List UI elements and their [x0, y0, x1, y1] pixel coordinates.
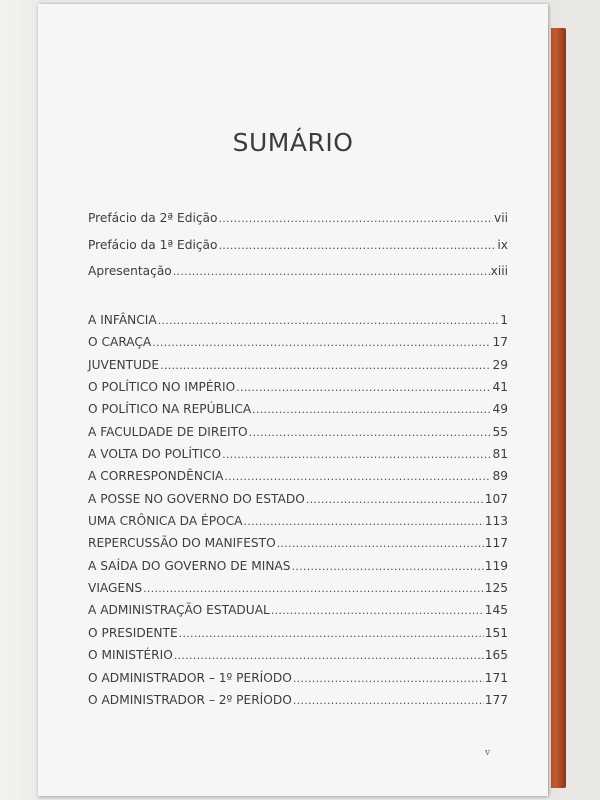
toc-entry [88, 380, 508, 402]
toc-entry-label: A INFÂNCIA [88, 313, 157, 327]
dot-leader [160, 358, 491, 372]
dot-leader [271, 603, 484, 617]
toc-entry-page: xiii [490, 264, 508, 278]
toc-entry [88, 447, 508, 469]
book-page [38, 4, 548, 796]
chapter-list [88, 313, 508, 715]
dot-leader [222, 447, 491, 461]
dot-leader [173, 264, 490, 278]
page-title: SUMÁRIO [232, 128, 354, 157]
toc-entry-page: 113 [484, 514, 508, 529]
dot-leader [152, 335, 491, 349]
toc-entry [88, 671, 508, 693]
toc-entry-label: REPERCUSSÃO DO MANIFESTO [88, 536, 276, 551]
toc-entry-label: UMA CRÔNICA DA ÉPOCA [88, 514, 243, 529]
toc-entry-label: O POLÍTICO NO IMPÉRIO [88, 380, 236, 395]
toc-entry [88, 514, 508, 536]
dot-leader [179, 626, 484, 640]
toc-entry-page: 17 [492, 335, 508, 350]
toc-entry-label: O ADMINISTRADOR – 1º PERÍODO [88, 670, 292, 685]
dot-leader [249, 425, 492, 439]
toc-entry [88, 581, 508, 603]
toc-entry-page: 165 [484, 648, 508, 663]
toc-entry-page: 89 [492, 469, 508, 484]
front-matter-list [88, 211, 508, 291]
toc-entry [88, 264, 508, 291]
toc-entry [88, 358, 508, 380]
toc-entry-label: O ADMINISTRADOR – 2º PERÍODO [88, 692, 292, 707]
toc-entry [88, 693, 508, 715]
toc-entry [88, 648, 508, 670]
toc-entry-page: 171 [484, 670, 508, 685]
toc-entry-page: vii [494, 211, 508, 225]
toc-entry [88, 425, 508, 447]
toc-entry-label: A ADMINISTRAÇÃO ESTADUAL [88, 603, 270, 618]
toc-entry-page: 151 [484, 625, 508, 640]
toc-entry-page: 145 [484, 603, 508, 618]
dot-leader [306, 492, 484, 506]
toc-entry-page: 125 [484, 581, 508, 596]
toc-entry-page: 55 [492, 424, 508, 439]
dot-leader [293, 693, 484, 707]
toc-entry-page: 49 [492, 402, 508, 417]
toc-entry-page: ix [497, 237, 508, 252]
toc-entry [88, 238, 508, 265]
toc-entry [88, 536, 508, 558]
toc-entry-label: A SAÍDA DO GOVERNO DE MINAS [88, 558, 291, 573]
dot-leader [236, 380, 491, 394]
toc-entry-label: O MINISTÉRIO [88, 648, 173, 663]
dot-leader [143, 581, 484, 595]
toc-entry-page: 29 [492, 357, 508, 372]
toc-entry-label: Apresentação [88, 264, 172, 278]
toc-entry [88, 469, 508, 491]
toc-entry-page: 107 [484, 491, 508, 506]
toc-entry [88, 603, 508, 625]
toc-entry-page: 41 [492, 380, 508, 395]
toc-entry-label: JUVENTUDE [88, 357, 160, 372]
toc-entry [88, 492, 508, 514]
toc-entry [88, 335, 508, 357]
dot-leader [277, 536, 484, 550]
toc-entry [88, 402, 508, 424]
dot-leader [244, 514, 484, 528]
dot-leader [293, 671, 484, 685]
toc-entry-label: O PRESIDENTE [88, 625, 178, 640]
toc-entry-label: A CORRESPONDÊNCIA [88, 469, 224, 484]
toc-entry [88, 313, 508, 335]
toc-entry-label: Prefácio da 2ª Edição [88, 211, 218, 225]
toc-entry-page: 119 [484, 558, 508, 573]
toc-entry-label: A FACULDADE DE DIREITO [88, 424, 248, 439]
dot-leader [218, 238, 496, 252]
toc-entry-label: O POLÍTICO NA REPÚBLICA [88, 402, 252, 417]
background [0, 0, 40, 800]
toc-entry-label: O CARAÇA [88, 335, 152, 350]
page-number: v [485, 748, 491, 758]
dot-leader [252, 402, 491, 416]
dot-leader [224, 469, 491, 483]
toc-entry-label: Prefácio da 1ª Edição [88, 237, 218, 252]
toc-entry-page: 117 [484, 536, 508, 551]
dot-leader [292, 559, 484, 573]
toc-entry-page: 177 [484, 692, 508, 707]
dot-leader [158, 313, 500, 327]
toc-entry-page: 81 [492, 447, 508, 462]
toc-entry-page: 1 [500, 313, 508, 327]
toc-entry-label: A VOLTA DO POLÍTICO [88, 447, 222, 462]
dot-leader [174, 648, 484, 662]
toc-entry-label: A POSSE NO GOVERNO DO ESTADO [88, 491, 305, 506]
toc-entry [88, 559, 508, 581]
toc-entry [88, 211, 508, 238]
toc-entry [88, 626, 508, 648]
toc-entry-label: VIAGENS [88, 581, 143, 596]
dot-leader [218, 211, 493, 225]
